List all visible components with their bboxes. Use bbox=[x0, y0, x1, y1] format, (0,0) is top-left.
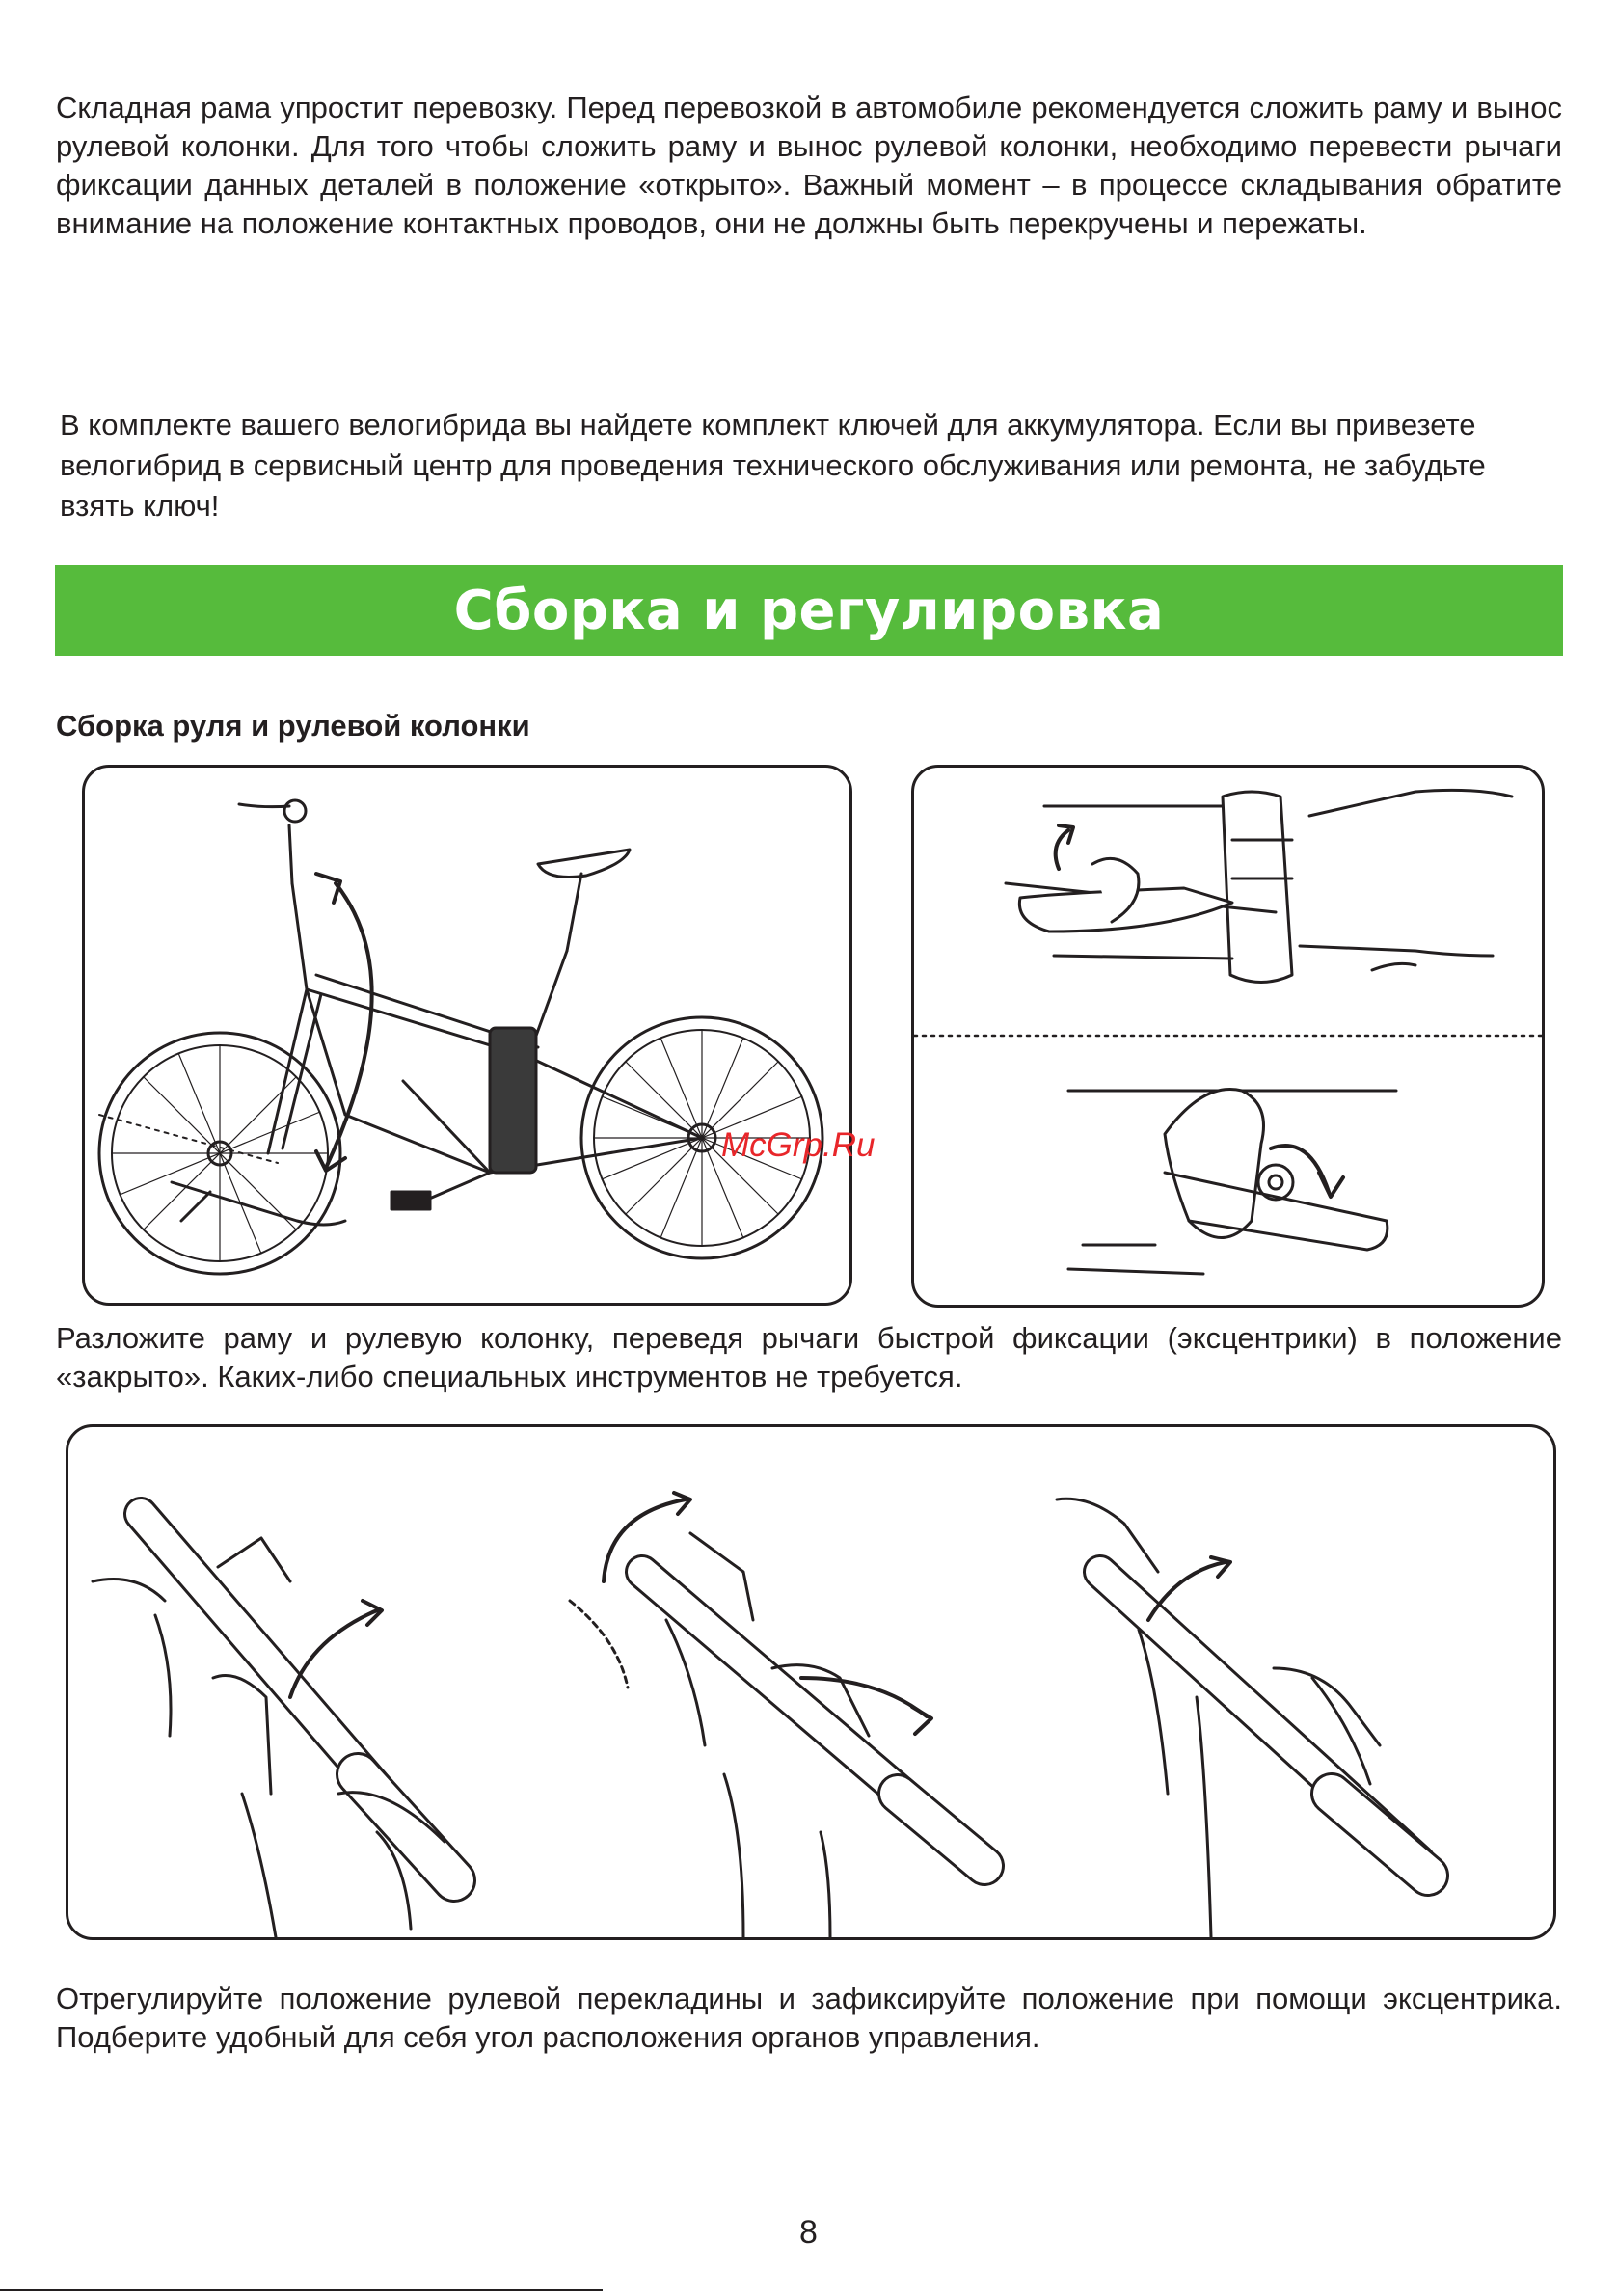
quick-release-levers-illustration bbox=[911, 765, 1545, 1308]
handlebar-figure-2 bbox=[570, 1493, 984, 1937]
battery-keys-paragraph: В комплекте вашего велогибрида вы найдете комплект ключей для аккумулятора. Если вы привезете велогибрид в сервисный центр для проведения технического обслуживания или ремонта, не забудьте взять ключ! bbox=[60, 408, 1486, 523]
handlebar-figure-1 bbox=[93, 1514, 454, 1937]
folding-frame-paragraph: Складная рама упростит перевозку. Перед перевозкой в автомобиле рекомендуется сложить раму и вынос рулевой колонки. Для того чтобы сложить раму и вынос рулевой колонки, необходимо перевести рычаги фиксации данных деталей в положение «открыто». Важный момент – в процессе складывания обратите внимание на положение контактных проводов, они не должны быть перекручены и пережаты. bbox=[56, 91, 1562, 240]
adjust-handlebar-paragraph: Отрегулируйте положение рулевой перекладины и зафиксируйте положение при помощи эксцентрика. Подберите удобный для себя угол расположения органов управления. bbox=[56, 1982, 1562, 2054]
unfold-frame-paragraph: Разложите раму и рулевую колонку, переведя рычаги быстрой фиксации (эксцентрики) в положение «закрыто». Каких-либо специальных инструментов не требуется. bbox=[56, 1321, 1562, 1393]
watermark: McGrp.Ru bbox=[721, 1126, 876, 1164]
handlebar-adjustment-illustration bbox=[66, 1424, 1556, 1940]
handlebar-figure-3 bbox=[1057, 1499, 1428, 1937]
footer-divider bbox=[0, 2289, 603, 2291]
folding-bike-illustration bbox=[82, 765, 852, 1306]
section-subtitle: Сборка руля и рулевой колонки bbox=[56, 709, 530, 743]
page-number: 8 bbox=[799, 2214, 818, 2251]
section-banner bbox=[55, 565, 1563, 656]
section-title: Сборка и регулировка bbox=[453, 579, 1165, 642]
